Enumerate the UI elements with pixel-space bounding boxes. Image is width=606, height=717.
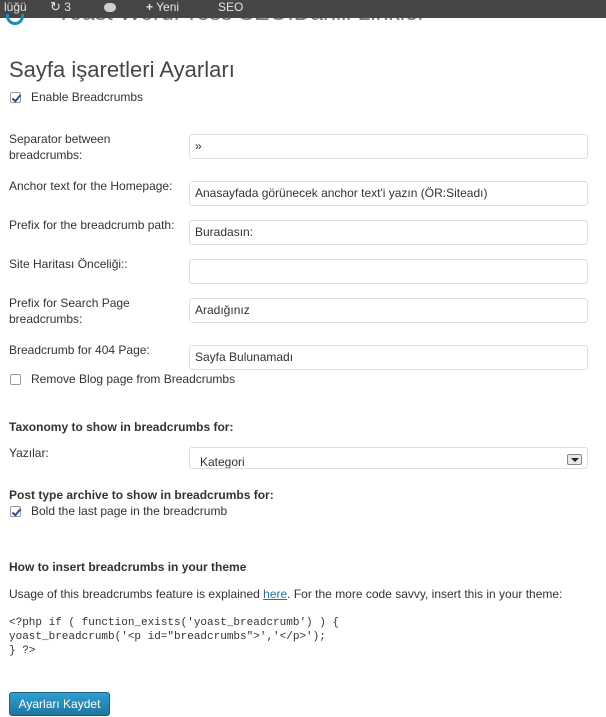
remove-blog-label: Remove Blog page from Breadcrumbs (31, 372, 236, 386)
plus-icon: + (146, 0, 154, 14)
separator-label: Separator between breadcrumbs: (9, 132, 111, 162)
home-anchor-input[interactable]: Anasayfada görünecek anchor text'i yazın (ÖR:Siteadı) (189, 181, 588, 206)
sitemap-label: Site Haritası Önceliği:: (9, 257, 128, 271)
howto-text-after: . For the more code savvy, insert this in your theme: (287, 587, 563, 601)
admin-bar-updates[interactable] (50, 0, 71, 16)
enable-breadcrumbs-label: Enable Breadcrumbs (31, 90, 144, 104)
code-snippet: <?php if ( function_exists('yoast_breadcrumb') ) { yoast_breadcrumb('<p id="breadcrumbs">','</p>'); } ?> (9, 617, 340, 657)
enable-breadcrumbs-checkbox[interactable] (10, 92, 21, 103)
new-label: Yeni (156, 0, 180, 14)
sitemap-input[interactable] (189, 259, 588, 284)
howto-heading: How to insert breadcrumbs in your theme (9, 560, 247, 574)
updates-count: 3 (64, 0, 71, 14)
admin-bar-site-link[interactable]: lüğü (4, 0, 27, 14)
chevron-down-icon[interactable] (567, 454, 582, 465)
yoast-logo-icon (6, 14, 24, 25)
page404-label: Breadcrumb for 404 Page: (9, 343, 150, 357)
section-title: Sayfa işaretleri Ayarları (9, 57, 235, 82)
remove-blog-checkbox[interactable] (10, 374, 21, 385)
search-prefix-label: Prefix for Search Page breadcrumbs: (9, 296, 130, 326)
howto-here-link[interactable]: here (263, 587, 288, 601)
separator-input[interactable]: » (189, 134, 588, 159)
admin-bar-seo[interactable]: SEO (218, 0, 244, 14)
home-anchor-label: Anchor text for the Homepage: (9, 179, 173, 193)
howto-text-before: Usage of this breadcrumbs feature is explained (9, 587, 264, 601)
posts-taxonomy-select[interactable] (189, 447, 588, 469)
admin-bar-comments[interactable] (104, 0, 116, 16)
prefix-path-label: Prefix for the breadcrumb path: (9, 218, 175, 232)
posts-taxonomy-label: Yazılar: (9, 446, 49, 460)
bold-last-label: Bold the last page in the breadcrumb (31, 504, 228, 518)
search-prefix-input[interactable]: Aradığınız (189, 298, 588, 323)
howto-paragraph (9, 587, 562, 601)
post-type-archive-heading: Post type archive to show in breadcrumbs for: (9, 488, 274, 502)
admin-bar (0, 0, 606, 18)
posts-taxonomy-selected: Kategori (200, 455, 245, 469)
taxonomy-heading: Taxonomy to show in breadcrumbs for: (9, 420, 234, 434)
admin-bar-new[interactable] (146, 0, 179, 16)
save-settings-button[interactable]: Ayarları Kaydet (9, 692, 110, 716)
page404-input[interactable]: Sayfa Bulunamadı (189, 345, 588, 370)
prefix-path-input[interactable]: Buradasın: (189, 220, 588, 245)
refresh-icon: ↻ (50, 0, 61, 14)
bold-last-checkbox[interactable] (10, 506, 21, 517)
speech-bubble-icon (104, 3, 116, 12)
